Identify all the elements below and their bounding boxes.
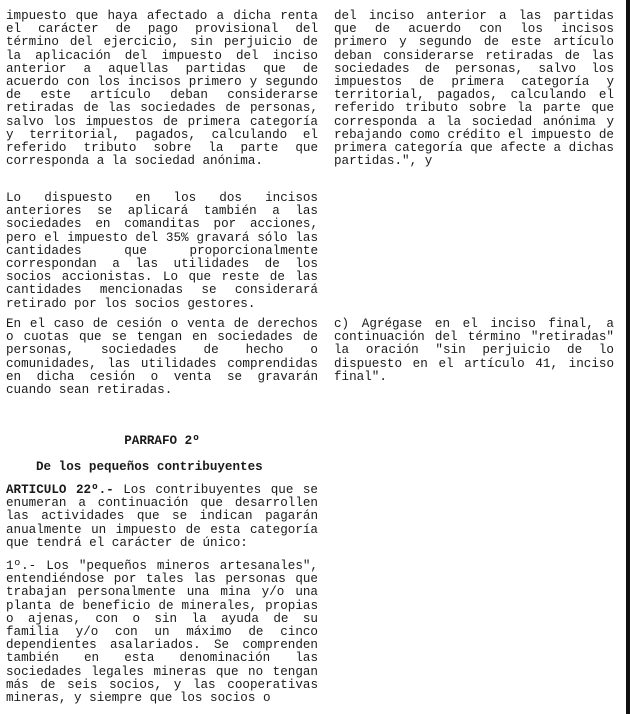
section-subheading: De los pequeños contribuyentes [36,460,263,474]
right-paragraph-2-text: c) Agrégase en el inciso final, a continuación del término "retiradas" la oración "sin perjuicio de lo dispuesto en el artículo 41, inciso final". [334,317,614,384]
article-paragraph [6,484,318,550]
left-paragraph-1 [6,10,318,168]
left-paragraph-3 [6,318,318,397]
item-1-paragraph [6,560,318,705]
left-paragraph-3-text: En el caso de cesión o venta de derechos o cuotas que se tengan en sociedades de personas, sociedades de hecho o comunidades, las utilidades comprendidas en dicha cesión o venta se gravarán cuando sean retiradas. [6,317,318,398]
left-paragraph-2-text: Lo dispuesto en los dos incisos anteriores se aplicará también a las sociedades en comanditas por acciones, pero el impuesto del 35% gravará sólo las cantidades que proporcionalmente correspondan a las utilidades de los socios accionistas. Lo que reste de las cantidades mencionadas se considerará retirado por los socios gestores. [6,191,318,311]
right-paragraph-2 [334,318,614,384]
left-paragraph-2 [6,192,318,311]
article-label: ARTICULO 22º.- [6,483,114,497]
article-body: Los contribuyentes que se enumeran a continuación que desarrollen las actividades que se indican pagarán anualmente un impuesto de esta categoría que tendrá el carácter de único: [6,483,318,550]
left-paragraph-1-text: impuesto que haya afectado a dicha renta el carácter de pago provisional del término del ejercicio, sin perjuicio de la aplicación del impuesto del inciso anterior a aquellas partidas que de acuerdo con los incisos primero y segundo de este artículo deban considerarse retiradas de las sociedades de personas, salvo los impuestos de primera categoría y territorial, pagados, calculando el referido tributo sobre la parte que corresponda a la sociedad anónima. [6,9,318,169]
right-paragraph-1-text: del inciso anterior a las partidas que de acuerdo con los incisos primero y segundo de este artículo deban considerarse retiradas de las sociedades de personas, salvo los impuestos de primera categoría y territorial, pagados, calculando el referido tributo sobre la parte que corresponda a la sociedad anónima y rebajando como crédito el impuesto de primera categoría que afecte a dichas partidas.", y [334,9,614,169]
article-paragraph-text [6,484,318,550]
item-1-text: 1º.- Los "pequeños mineros artesanales", entendiéndose por tales las personas que trabajan personalmente una mina y/o una planta de beneficio de minerales, propias o ajenas, con o sin la ayuda de su familia y/o con un máximo de cinco dependientes asalariados. Se comprenden también en esta denominación las sociedades legales mineras que no tengan más de seis socios, y las cooperativas mineras, y siempre que los socios o [6,559,318,706]
right-paragraph-1 [334,10,614,168]
section-heading: PARRAFO 2º [124,434,200,448]
scan-edge-border [626,0,630,714]
